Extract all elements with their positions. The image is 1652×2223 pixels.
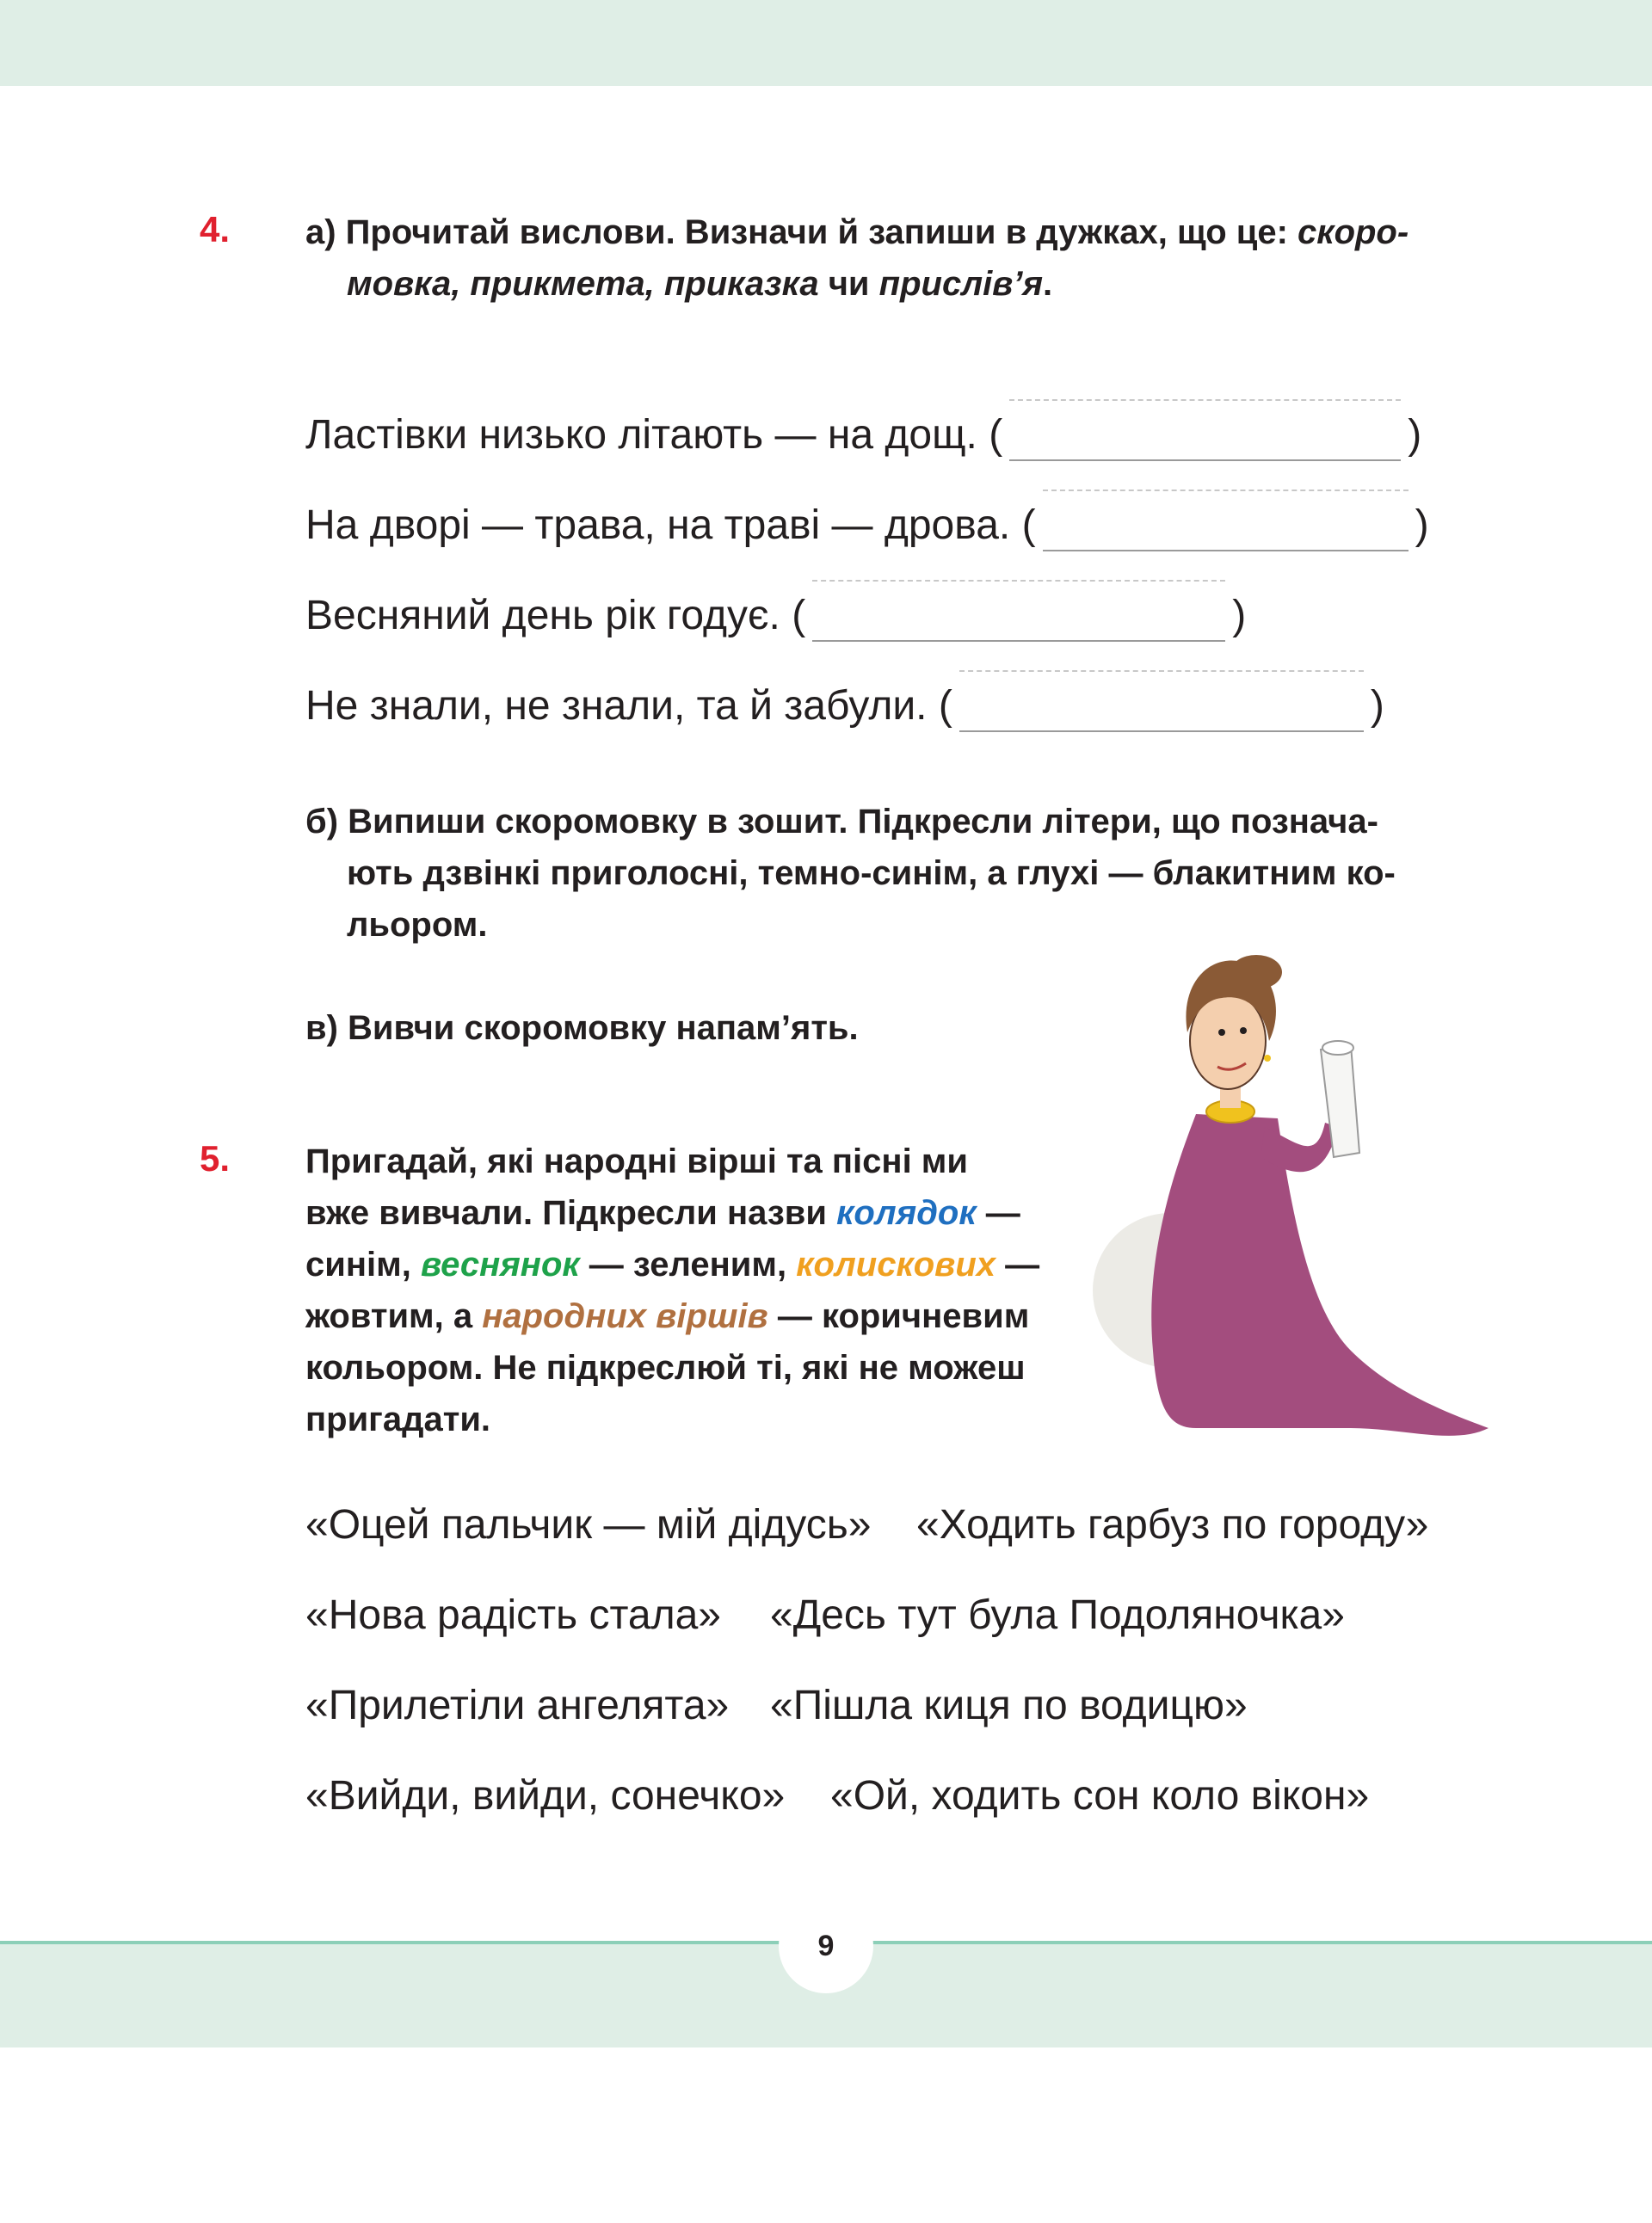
saying-row — [305, 671, 1384, 740]
eye-right — [1240, 1027, 1247, 1034]
eye-left — [1218, 1029, 1225, 1036]
task-5-line: — зеленим, — [579, 1246, 797, 1284]
saying-text: Не знали, не знали, та й забули. ( — [305, 682, 952, 729]
song-title-row — [305, 1772, 1369, 1820]
task-5-number: 5. — [200, 1138, 231, 1179]
task-5-line: — коричневим — [767, 1297, 1030, 1335]
song-title: «Ой, ходить сон коло вікон» — [830, 1773, 1370, 1819]
saying-text: На дворі — трава, на траві — дрова. ( — [305, 502, 1036, 548]
task-5-line: синім, — [305, 1246, 421, 1284]
task-4b-line: льором. — [347, 906, 488, 944]
task-4b-line: ють дзвінкі приголосні, темно-синім, а глухі — блакитним ко- — [347, 854, 1396, 892]
song-title: «Десь тут була Подоляночка» — [770, 1592, 1345, 1638]
answer-field[interactable] — [959, 679, 1364, 732]
kolyskovi-word: колискових — [796, 1246, 996, 1284]
narodni-virshi-word: народних віршів — [482, 1297, 768, 1335]
closing-paren: ) — [1232, 592, 1247, 638]
task-5-dash: — — [996, 1246, 1040, 1284]
task-4b-instruction — [305, 796, 1458, 951]
song-title: «Оцей пальчик — мій дідусь» — [305, 1502, 872, 1548]
song-title-row — [305, 1592, 1345, 1639]
song-title-row — [305, 1682, 1248, 1729]
task-5-line: вже вивчали. Підкресли назви — [305, 1194, 837, 1232]
saying-row — [305, 581, 1246, 650]
task-5-line: жовтим, а — [305, 1297, 483, 1335]
task-4a-mid: чи — [818, 265, 879, 303]
scroll-top — [1322, 1041, 1353, 1055]
task-5-dash: — — [976, 1194, 1020, 1232]
task-4a-italic-2: мовка, прикмета, приказка — [347, 265, 819, 303]
closing-paren: ) — [1415, 502, 1429, 548]
closing-paren: ) — [1408, 411, 1422, 458]
task-5-instruction — [305, 1136, 1080, 1445]
top-band — [0, 0, 1652, 86]
koliadky-word: колядок — [836, 1194, 977, 1232]
answer-field[interactable] — [1043, 498, 1409, 551]
task-4a-text: а) Прочитай вислови. Визначи й запиши в дужках, що це: — [305, 213, 1298, 251]
task-5-line: кольором. Не підкреслюй ті, які не можеш — [305, 1349, 1026, 1387]
task-4c-instruction: в) Вивчи скоромовку напам’ять. — [305, 1009, 859, 1047]
hair-bun — [1230, 955, 1282, 989]
earring — [1264, 1055, 1271, 1062]
vesnianky-word: веснянок — [420, 1246, 580, 1284]
task-4a-italic-3: прислів’я — [878, 265, 1044, 303]
woman-illustration — [1093, 946, 1506, 1462]
page-number: 9 — [779, 1899, 873, 1993]
task-5-line: Пригадай, які народні вірші та пісні ми — [305, 1142, 968, 1180]
task-4a-instruction — [305, 206, 1458, 310]
song-title: «Пішла киця по водицю» — [770, 1683, 1248, 1728]
song-title: «Нова радість стала» — [305, 1592, 721, 1638]
saying-row — [305, 400, 1421, 469]
task-4-number: 4. — [200, 209, 231, 249]
task-4a-italic-1: скоро- — [1298, 213, 1409, 251]
song-title: «Вийди, вийди, сонечко» — [305, 1773, 786, 1819]
task-4a-end: . — [1043, 265, 1053, 303]
song-title: «Прилетіли ангелята» — [305, 1683, 730, 1728]
task-5-line: пригадати. — [305, 1401, 491, 1438]
answer-field[interactable] — [1009, 408, 1401, 461]
song-title-row — [305, 1501, 1428, 1549]
song-title: «Ходить гарбуз по городу» — [916, 1502, 1429, 1548]
task-4b-line: б) Випиши скоромовку в зошит. Підкресли літери, що познача- — [305, 803, 1378, 841]
saying-row — [305, 490, 1429, 559]
closing-paren: ) — [1370, 682, 1384, 729]
saying-text: Ластівки низько літають — на дощ. ( — [305, 411, 1003, 458]
saying-text: Весняний день рік годує. ( — [305, 592, 806, 638]
answer-field[interactable] — [812, 588, 1225, 642]
